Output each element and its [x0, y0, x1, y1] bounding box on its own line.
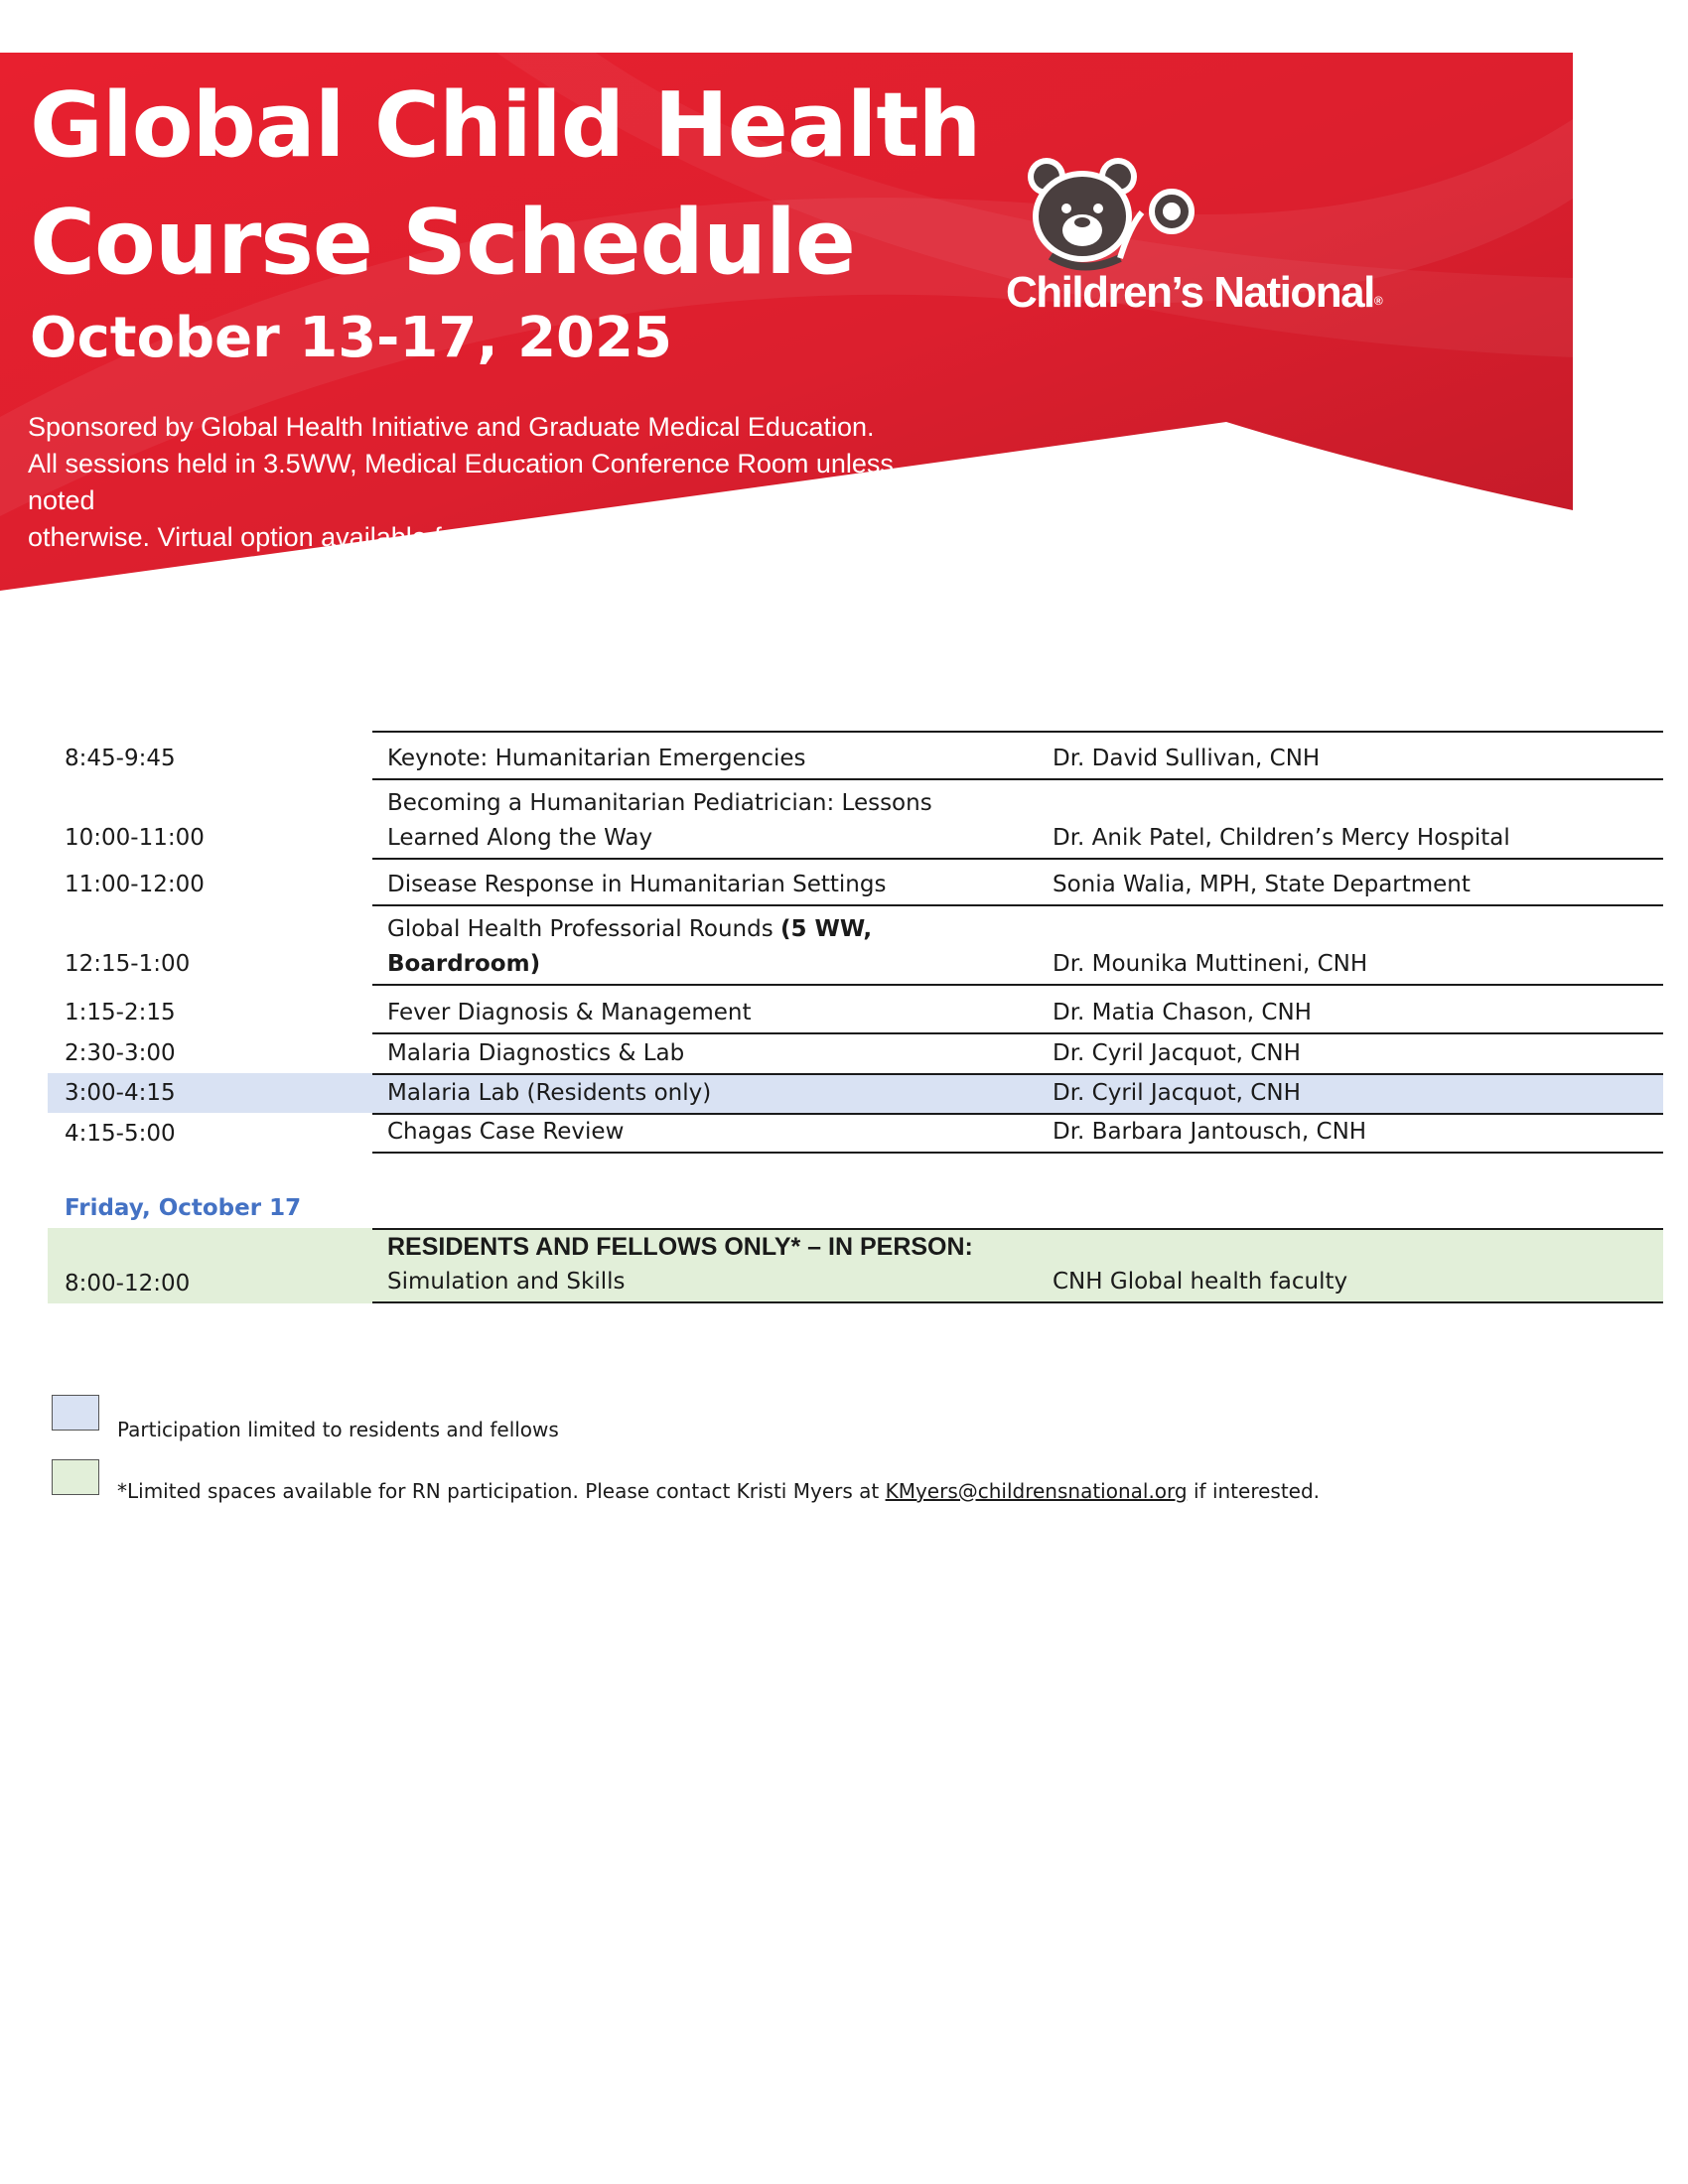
session-title	[372, 1115, 1041, 1152]
session-speaker: Dr. Barbara Jantousch, CNH	[1053, 1119, 1367, 1145]
session-time: 8:00-12:00	[65, 1271, 191, 1297]
session-title	[372, 780, 1041, 858]
legend-text-blue: Participation limited to residents and fellows	[117, 1418, 559, 1441]
schedule-row	[48, 904, 1663, 984]
row-body	[372, 1113, 1663, 1154]
sponsor-line2: All sessions held in 3.5WW, Medical Education Conference Room unless noted	[28, 449, 894, 515]
friday-schedule-table	[48, 1228, 1663, 1303]
session-speaker: Dr. Matia Chason, CNH	[1053, 1000, 1312, 1025]
session-location-bold-line2: Boardroom)	[387, 951, 541, 977]
row-body	[372, 1073, 1663, 1113]
session-title	[372, 1230, 1041, 1301]
legend-swatch-green	[52, 1459, 99, 1495]
session-title-line1	[387, 912, 1041, 947]
legend-note-text: *Limited spaces available for RN participation. Please contact Kristi Myers at	[117, 1479, 886, 1503]
session-speaker: CNH Global health faculty	[1053, 1269, 1348, 1295]
session-title-text: Malaria Diagnostics & Lab	[387, 1040, 685, 1066]
schedule-row	[48, 858, 1663, 904]
session-time: 4:15-5:00	[65, 1121, 176, 1147]
row-body	[372, 1228, 1663, 1303]
page-title-line1: Global Child Health	[30, 73, 981, 178]
contact-email-link[interactable]: KMyers@childrensnational.org	[885, 1479, 1188, 1503]
row-body	[372, 984, 1663, 1032]
row-body	[372, 1032, 1663, 1073]
schedule-row	[48, 778, 1663, 858]
schedule-table	[48, 731, 1663, 1154]
schedule-row-in-person	[48, 1228, 1663, 1303]
session-time: 8:45-9:45	[65, 746, 176, 771]
session-speaker: Dr. Cyril Jacquot, CNH	[1053, 1080, 1301, 1106]
session-title	[372, 733, 1041, 778]
session-time: 11:00-12:00	[65, 872, 205, 897]
schedule-row	[48, 1113, 1663, 1154]
session-title-text: Keynote: Humanitarian Emergencies	[387, 746, 806, 771]
row-body	[372, 858, 1663, 904]
schedule-row	[48, 1032, 1663, 1073]
session-location-bold: (5 WW,	[780, 916, 873, 942]
row-body	[372, 731, 1663, 778]
session-time: 3:00-4:15	[65, 1080, 176, 1106]
session-title-text: Global Health Professorial Rounds	[387, 916, 780, 942]
session-title-line2: Learned Along the Way	[387, 825, 653, 851]
sponsor-note	[28, 409, 961, 556]
session-time: 2:30-3:00	[65, 1040, 176, 1066]
day-heading-friday: Friday, October 17	[65, 1195, 302, 1221]
session-time: 12:15-1:00	[65, 951, 191, 977]
session-title-text: Malaria Lab (Residents only)	[387, 1080, 712, 1106]
session-speaker: Dr. Anik Patel, Children’s Mercy Hospital	[1053, 825, 1510, 851]
session-speaker: Dr. Cyril Jacquot, CNH	[1053, 1040, 1301, 1066]
schedule-row	[48, 731, 1663, 778]
session-speaker: Dr. David Sullivan, CNH	[1053, 746, 1321, 771]
schedule-row-residents-only	[48, 1073, 1663, 1113]
session-time: 1:15-2:15	[65, 1000, 176, 1025]
registered-mark: ®	[1373, 294, 1383, 308]
session-speaker: Dr. Mounika Muttineni, CNH	[1053, 951, 1368, 977]
schedule-row	[48, 984, 1663, 1032]
session-title	[372, 906, 1041, 984]
session-title	[372, 860, 1041, 904]
course-dates: October 13-17, 2025	[30, 306, 672, 370]
row-body	[372, 778, 1663, 858]
page-title-line2: Course Schedule	[30, 191, 855, 295]
session-title-bold: RESIDENTS AND FELLOWS ONLY* – IN PERSON:	[387, 1233, 973, 1261]
session-title-text: Fever Diagnosis & Management	[387, 1000, 752, 1025]
session-title-line2: Simulation and Skills	[387, 1269, 626, 1295]
legend-note-end: if interested.	[1187, 1479, 1321, 1503]
row-body	[372, 904, 1663, 984]
session-speaker: Sonia Walia, MPH, State Department	[1053, 872, 1471, 897]
sponsor-line3: otherwise. Virtual option available for registered participants.	[28, 522, 745, 552]
session-title	[372, 1075, 1041, 1113]
session-title	[372, 1034, 1041, 1073]
session-title-line1: Becoming a Humanitarian Pediatrician: Lessons	[387, 790, 932, 816]
session-time: 10:00-11:00	[65, 825, 205, 851]
legend-text-green	[117, 1477, 1320, 1505]
logo-wordmark	[1006, 268, 1383, 318]
session-title-text: Disease Response in Humanitarian Settings	[387, 872, 887, 897]
sponsor-line1: Sponsored by Global Health Initiative and Graduate Medical Education.	[28, 412, 875, 442]
logo-wordmark-text: Children’s National	[1006, 268, 1374, 317]
legend-swatch-blue	[52, 1395, 99, 1431]
session-title	[372, 986, 1041, 1032]
session-title-text: Chagas Case Review	[387, 1119, 625, 1145]
